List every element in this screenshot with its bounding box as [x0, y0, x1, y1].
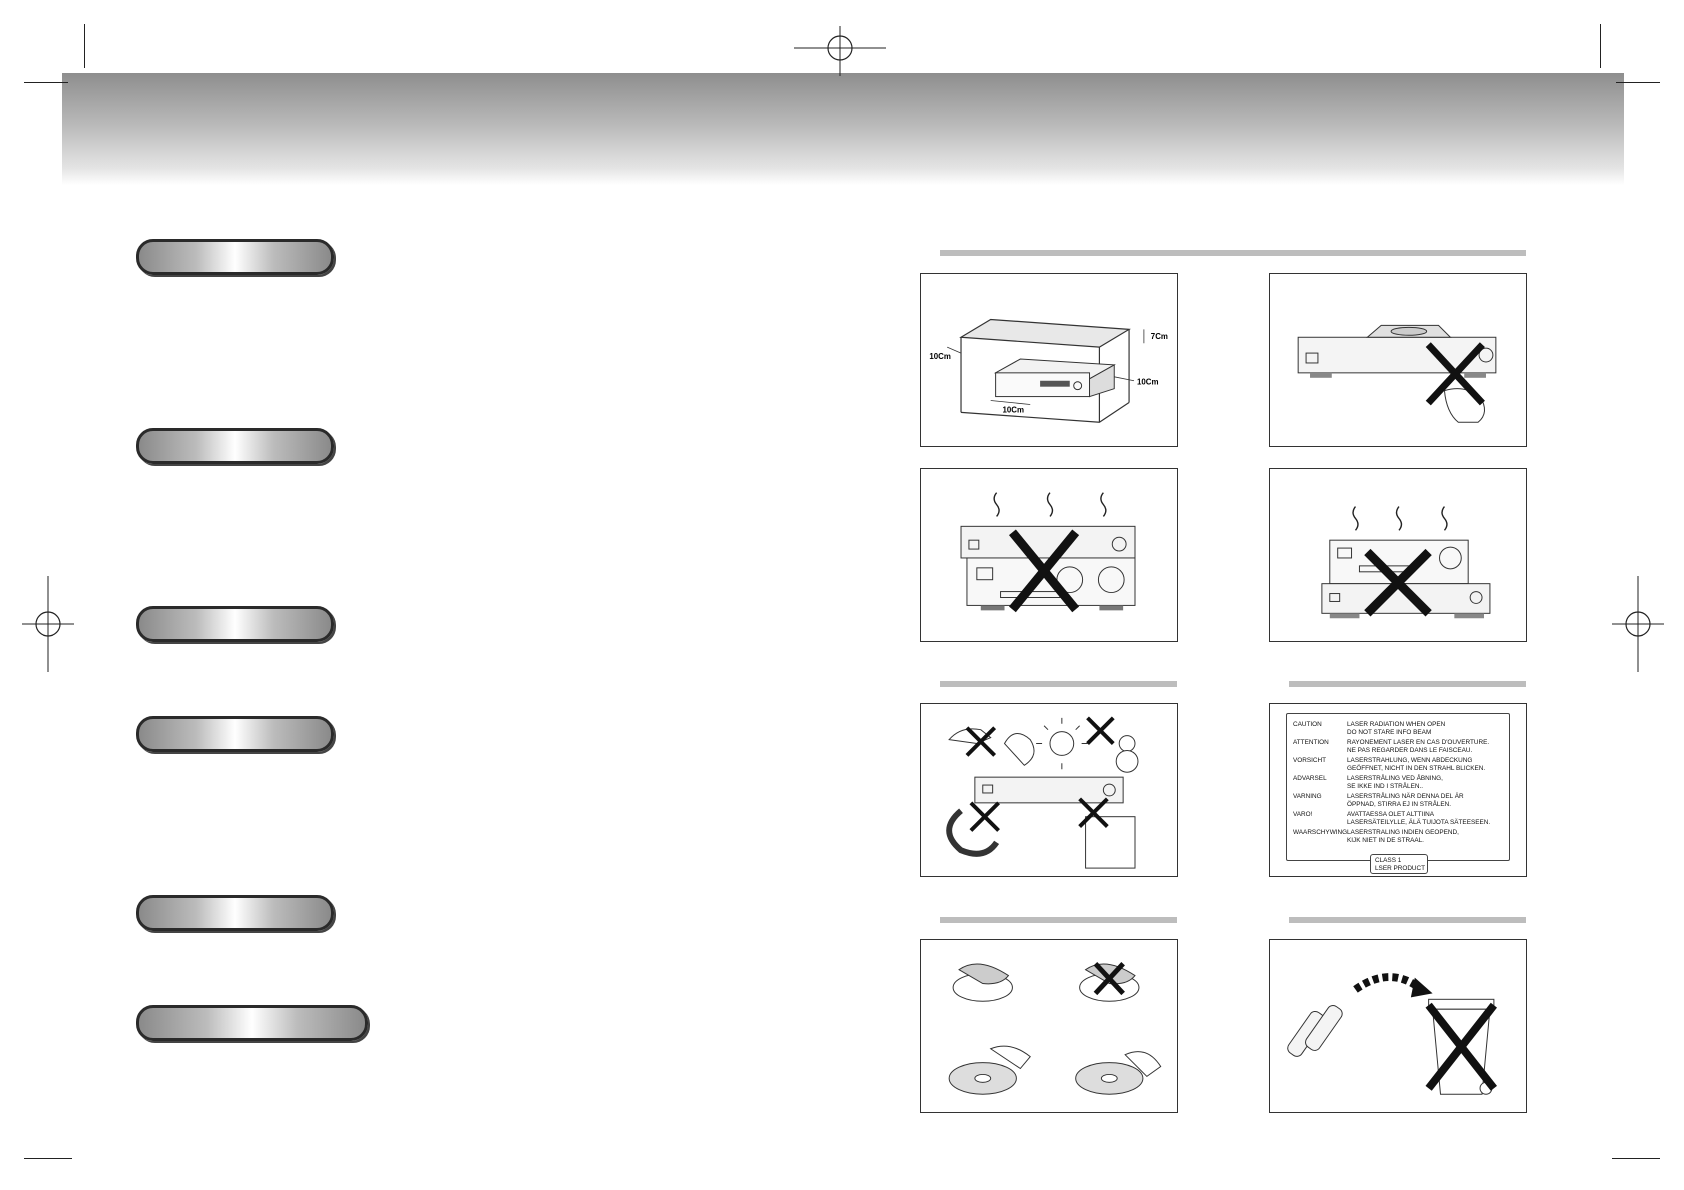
stacking-heat-illustration	[920, 468, 1178, 642]
section-rule	[940, 917, 1177, 923]
caution-language: CAUTION	[1293, 721, 1322, 728]
section-heading-pill	[136, 895, 334, 931]
disc-tray-illustration	[1269, 273, 1527, 447]
caution-text: AVATTAESSA OLET ALTTIINA LASERSÄTEILYLLE, ÄLÄ TUIJOTA SÄTEESEEN.	[1347, 811, 1491, 826]
clearance-label-front: 10Cm	[1002, 405, 1025, 415]
dvd-player-illustration	[975, 777, 1123, 803]
snowman-icon	[1116, 736, 1138, 773]
heater-icon	[1086, 817, 1135, 868]
registration-mark-icon	[1612, 576, 1664, 672]
caution-row	[1293, 793, 1505, 809]
caution-language: VARO!	[1293, 811, 1313, 818]
heat-waves-icon	[1353, 507, 1447, 531]
clearance-label-right: 10Cm	[1136, 377, 1159, 387]
stacking-heat-illustration	[1269, 468, 1527, 642]
caution-row	[1293, 757, 1505, 773]
caution-text: LASERSTRALING INDIEN GEOPEND, KIJK NIET IN DE STRAAL.	[1347, 829, 1459, 844]
dvd-player-illustration	[996, 359, 1115, 397]
hand-icon	[1444, 389, 1484, 423]
sun-icon	[1036, 718, 1087, 769]
section-rule	[1289, 917, 1526, 923]
caution-row	[1293, 829, 1505, 845]
battery-disposal-illustration	[1269, 939, 1527, 1113]
registration-mark-icon	[790, 26, 890, 76]
header-band	[62, 73, 1624, 185]
dvd-player-illustration	[961, 526, 1135, 558]
caution-row	[1293, 811, 1505, 827]
caution-text: LASERSTRÅLING NÄR DENNA DEL ÄR ÖPPNAD, STIRRA EJ IN STRÅLEN.	[1347, 793, 1464, 808]
caution-row	[1293, 721, 1505, 737]
caution-language: ATTENTION	[1293, 739, 1329, 746]
caution-label-box	[1286, 713, 1510, 861]
section-heading-pill	[136, 606, 334, 642]
disc-icon	[949, 1046, 1161, 1094]
caution-language: VORSICHT	[1293, 757, 1327, 764]
class-1-label: CLASS 1 LSER PRODUCT	[1370, 854, 1428, 874]
caution-text: LASER RADIATION WHEN OPEN DO NOT STARE INFO BEAM	[1347, 721, 1446, 736]
laser-caution-label	[1269, 703, 1527, 877]
section-heading-pill	[136, 1005, 368, 1041]
prohibited-x-icon	[967, 718, 1113, 831]
heat-waves-icon	[994, 493, 1106, 517]
clearance-label-left: 10Cm	[929, 352, 951, 362]
section-heading-pill	[136, 716, 334, 752]
clearance-illustration	[920, 273, 1178, 447]
environment-warnings-illustration	[920, 703, 1178, 877]
magnet-icon	[949, 811, 996, 854]
section-rule	[1289, 681, 1526, 687]
arrow-icon	[1355, 977, 1418, 989]
battery-icon	[1285, 1003, 1344, 1058]
disc-handling-illustration	[920, 939, 1178, 1113]
clearance-label-top: 7Cm	[1150, 332, 1168, 342]
caution-text: RAYONEMENT LASER EN CAS D'OUVERTURE. NE PAS REGARDER DANS LE FAISCEAU.	[1347, 739, 1490, 754]
caution-text: LASERSTRÅLING VED ÅBNING, SE IKKE IND I STRÅLEN..	[1347, 775, 1443, 790]
section-heading-pill	[136, 428, 334, 464]
caution-language: WAARSCHYWING	[1293, 829, 1348, 836]
dvd-player-illustration	[1298, 325, 1496, 377]
caution-language: ADVARSEL	[1293, 775, 1327, 782]
caution-language: VARNING	[1293, 793, 1322, 800]
section-rule	[940, 681, 1177, 687]
section-heading-pill	[136, 239, 334, 275]
caution-text: LASERSTRAHLUNG, WENN ABDECKUNG GEÖFFNET, NICHT IN DEN STRAHL BLICKEN.	[1347, 757, 1486, 772]
caution-row	[1293, 775, 1505, 791]
registration-mark-icon	[22, 576, 74, 672]
section-rule	[940, 250, 1526, 256]
caution-row	[1293, 739, 1505, 755]
